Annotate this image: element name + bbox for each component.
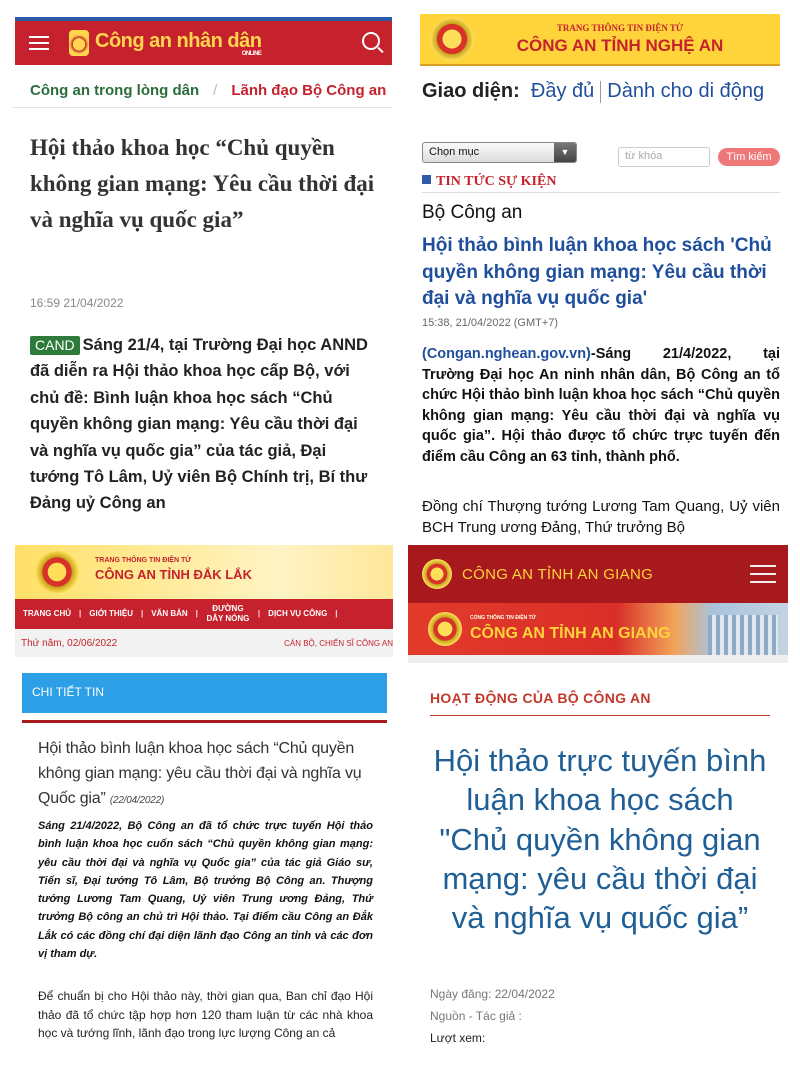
view-full-link[interactable]: Đầy đủ (530, 80, 595, 102)
menu-item[interactable]: VĂN BẢN (151, 609, 188, 619)
section-label: TIN TỨC SỰ KIỆN (436, 174, 557, 189)
news-ticker[interactable]: CÁN BỘ, CHIẾN SĨ CÔNG AN (284, 638, 393, 648)
breadcrumb (12, 74, 392, 108)
daklak-article-panel (15, 545, 393, 1055)
search-button[interactable]: Tìm kiếm (718, 148, 780, 166)
search-icon[interactable] (362, 32, 380, 50)
article-body: Để chuẩn bị cho Hội thảo này, thời gian qua, Ban chỉ đạo Hội thảo đã tổ chức tập hợp hơn 120 tham luận từ các nhà khoa học và tướng lĩnh, lãnh đạo trong lực lượng Công an cả (38, 989, 373, 1041)
breadcrumb-link[interactable]: Lãnh đạo Bộ Công an (231, 82, 387, 99)
police-emblem-icon (35, 551, 79, 593)
article-date: 16:59 21/04/2022 (30, 296, 124, 310)
article-date: (22/04/2022) (109, 794, 165, 806)
nghean-article-panel (408, 14, 788, 537)
hamburger-menu-icon[interactable] (750, 565, 776, 583)
breadcrumb-link[interactable]: Công an trong lòng dân (30, 82, 200, 99)
view-mode-switch (422, 78, 782, 104)
banner-subtitle: CỔNG THÔNG TIN ĐIỆN TỬ (470, 615, 536, 621)
angiang-header (408, 545, 788, 603)
view-count: Lượt xem: (430, 1031, 486, 1046)
category-select[interactable] (422, 142, 577, 163)
menu-item[interactable]: ĐƯỜNG DÂY NÓNG (206, 604, 250, 623)
section-heading (422, 174, 780, 193)
header-subtitle: TRANG THÔNG TIN ĐIỆN TỬ (95, 557, 192, 564)
main-menu: TRANG CHỦ | GIỚI THIỆU | VĂN BẢN | ĐƯỜNG DÂY NÓNG | DỊCH VỤ CÔNG | (15, 599, 393, 629)
article-category[interactable]: HOẠT ĐỘNG CỦA BỘ CÔNG AN (430, 690, 651, 706)
building-illustration (708, 615, 778, 655)
police-emblem-icon (69, 30, 89, 56)
article-category[interactable]: Bộ Công an (422, 202, 523, 223)
article-body (30, 332, 375, 517)
keyword-input[interactable]: từ khóa (618, 147, 710, 167)
article-title: Hội thảo bình luận khoa học sách 'Chủ quyền không gian mạng: Yêu cầu thời đại và nghĩa vụ quốc gia' (422, 235, 772, 310)
police-emblem-icon (422, 559, 452, 589)
category-select-value: Chọn mục (429, 146, 480, 158)
article-title (38, 737, 373, 811)
header-title: CÔNG AN TỈNH ĐẮK LẮK (95, 567, 252, 582)
article-lead (422, 344, 780, 467)
header-title[interactable]: CÔNG AN TỈNH AN GIANG (462, 565, 654, 583)
daklak-header (15, 545, 393, 599)
article-text: Sáng 21/4, tại Trường Đại học ANND đã diễn ra Hội thảo khoa học cấp Bộ, với chủ đề: Bình luận khoa học sách “Chủ quyền không gian mạng: Yêu cầu thời đại và nghĩa vụ quốc gia” của tác giả, Đại tướng Tô Lâm, Uỷ viên Bộ Chính trị, Bí thư Đảng uỷ Công an (30, 336, 368, 513)
divider (22, 720, 387, 723)
breadcrumb-separator: / (213, 82, 218, 99)
header-subtitle: TRANG THÔNG TIN ĐIỆN TỬ (556, 22, 684, 33)
banner-title: CÔNG AN TỈNH AN GIANG (470, 625, 671, 642)
article-date: 15:38, 21/04/2022 (GMT+7) (422, 317, 559, 329)
source-badge: CAND (30, 336, 80, 355)
article-title-text: Hội thảo bình luận khoa học sách “Chủ quyền không gian mạng: yêu cầu thời đại và nghĩa vụ Quốc gia” (38, 740, 362, 807)
view-mode-label: Giao diện: (422, 80, 520, 102)
view-mobile-link[interactable]: Dành cho di động (607, 80, 765, 102)
brand-sub: ONLINE (241, 50, 262, 57)
article-title: Hội thảo khoa học “Chủ quyền không gian mạng: Yêu cầu thời đại và nghĩa vụ quốc gia” (30, 135, 375, 233)
divider (430, 715, 770, 716)
posted-date: Ngày đăng: 22/04/2022 (430, 987, 555, 1001)
article-lead: Sáng 21/4/2022, Bộ Công an đã tổ chức trực tuyến Hội thảo bình luận khoa học cuốn sách “Chủ quyền không gian mạng: yêu cầu thời đại và nghĩa vụ Quốc gia” của tác giả Giáo sư, Tiến sĩ, Đại tướng Tô Lâm, Bộ trưởng Bộ Công an. Thượng tướng Lương Tam Quang, Uỷ viên Trung ương Đảng, Thứ trưởng Bộ công an chủ trì Hội thảo. Tại điểm cầu Công an Đắk Lắk có các đồng chí đại diện lãnh đạo Công an tỉnh và các đơn vị tham dự. (38, 820, 373, 960)
grid-icon (422, 175, 431, 184)
site-banner (408, 603, 788, 655)
cand-article-panel (12, 14, 392, 526)
menu-item[interactable]: TRANG CHỦ (23, 609, 71, 619)
info-bar (15, 629, 393, 657)
current-date: Thứ năm, 02/06/2022 (21, 637, 118, 649)
police-emblem-icon (430, 17, 474, 61)
cand-logo[interactable] (69, 30, 261, 57)
brand-name: Công an nhân dân (95, 29, 262, 52)
article-title: Hội thảo trực tuyến bình luận khoa học sách "Chủ quyền không gian mạng: yêu cầu thời đại và nghĩa vụ quốc gia” (433, 743, 767, 936)
chevron-down-icon: ▼ (554, 143, 576, 162)
angiang-article-panel (408, 545, 788, 1055)
hamburger-menu-icon[interactable] (29, 36, 49, 50)
police-emblem-icon (428, 612, 462, 646)
detail-heading: CHI TIẾT TIN (22, 673, 387, 713)
cand-header (15, 17, 392, 65)
nghean-header (420, 14, 780, 66)
article-lead-text: -Sáng 21/4/2022, tại Trường Đại học An ninh nhân dân, Bộ Công an tổ chức Hội thảo bình luận khoa học sách “Chủ quyền không gian mạng: Yêu cầu thời đại và nghĩa vụ quốc gia”. Hội thảo được tổ chức trực tuyến đến điểm cầu Công an 63 tỉnh, thành phố. (422, 346, 780, 465)
menu-item[interactable]: GIỚI THIỆU (89, 609, 133, 619)
menu-item[interactable]: DỊCH VỤ CÔNG (268, 609, 328, 619)
header-title: CÔNG AN TỈNH NGHỆ AN (516, 35, 724, 55)
spacer (408, 655, 788, 663)
article-source: Nguồn - Tác giả : (430, 1009, 522, 1024)
article-source: (Congan.nghean.gov.vn) (422, 346, 591, 362)
article-body: Đồng chí Thượng tướng Lương Tam Quang, Uỷ viên BCH Trung ương Đảng, Thứ trưởng Bộ (422, 498, 780, 537)
article-meta (430, 983, 555, 1050)
